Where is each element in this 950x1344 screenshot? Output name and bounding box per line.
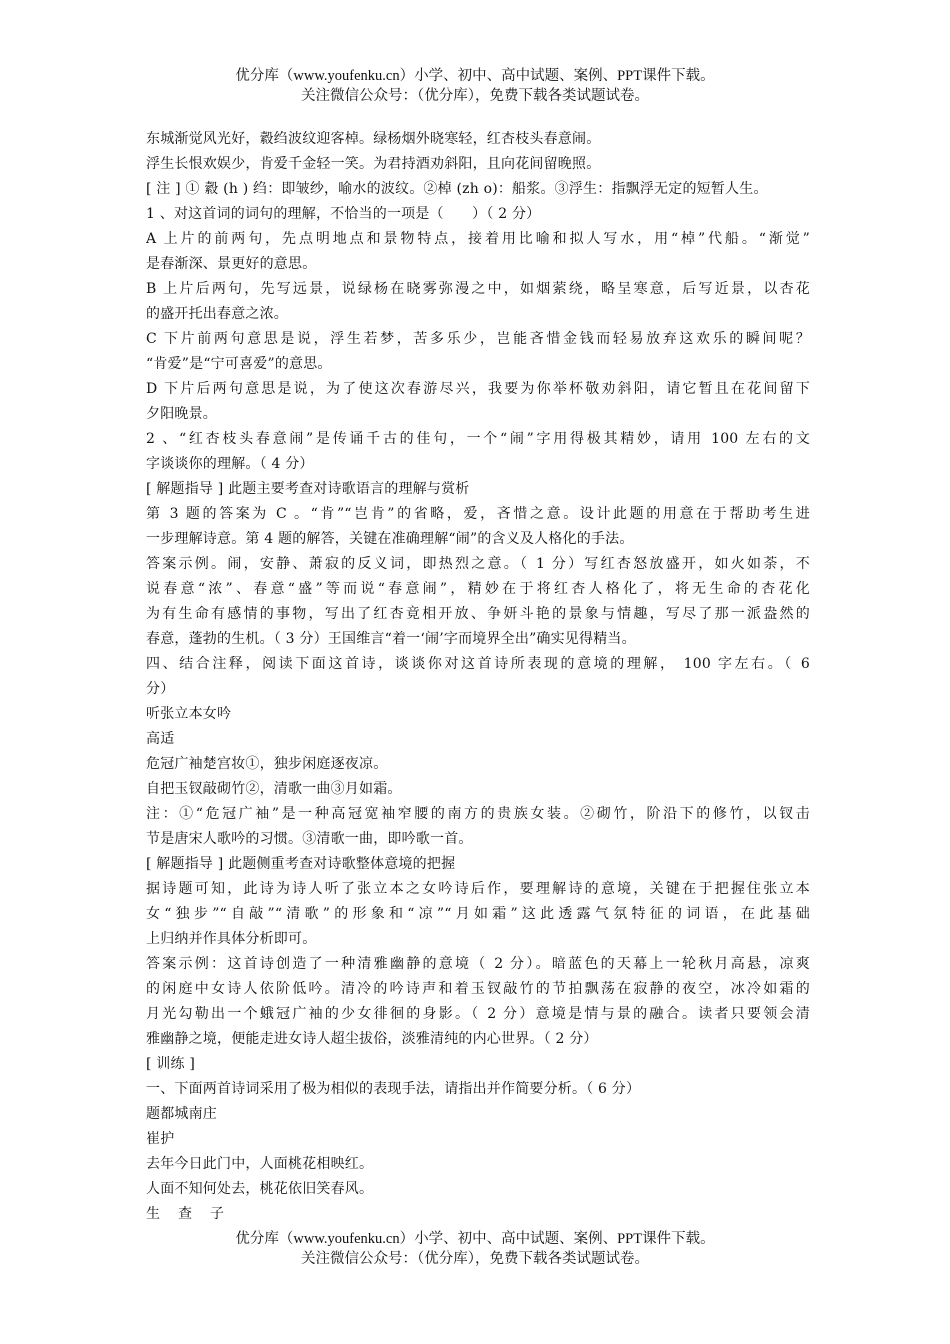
poem-line: 人面不知何处去，桃花依旧笑春风。: [146, 1181, 374, 1197]
answer-line: 答案示例。闹，安静、萧寂的反义词，即热烈之意。（ 1 分）写红杏怒放盛开，如火如荼，不: [146, 556, 810, 572]
poem-author: 高适: [146, 731, 175, 747]
question-line: 2 、“红杏枝头春意闹”是传诵千古的佳句，一个“闹”字用得极其精妙，请用 100 左右的文: [146, 431, 810, 447]
poem-title: 生查子: [146, 1206, 242, 1222]
option-b-line: B 上片后两句，先写远景，说绿杨在晓雾弥漫之中，如烟萦绕，略呈寒意，后写近景，以杏花: [146, 281, 810, 297]
page-header: [0, 66, 950, 106]
answer-line: 为有生命有感情的事物，写出了红杏竟相开放、争妍斗艳的景象与情趣，写尽了那一派盎然的: [146, 606, 810, 622]
answer-line: 上归纳并作具体分析即可。: [146, 931, 317, 947]
question-line: 四、结合注释，阅读下面这首诗，谈谈你对这首诗所表现的意境的理解， 100 字左右。（ 6: [146, 656, 810, 672]
answer-line: 一步理解诗意。第 4 题的解答，关键在准确理解“闹”的含义及人格化的手法。: [146, 531, 634, 547]
answer-line: 春意，蓬勃的生机。（ 3 分）王国维言“着一‘闹’字而境界全出”确实见得精当。: [146, 631, 636, 647]
poem-title: 题都城南庄: [146, 1106, 217, 1122]
answer-line: 的闲庭中女诗人依阶低吟。清冷的吟诗声和着玉钗敲竹的节拍飘荡在寂静的夜空，冰冷如霜的: [146, 981, 810, 997]
option-c-line: “肯爱”是“宁可喜爱”的意思。: [146, 356, 332, 372]
option-d-line: D 下片后两句意思是说，为了使这次春游尽兴，我要为你举杯敬劝斜阳，请它暂且在花间留下: [146, 381, 810, 397]
answer-line: 据诗题可知，此诗为诗人听了张立本之女吟诗后作，要理解诗的意境，关键在于把握住张立本: [146, 881, 810, 897]
poem-author: 崔护: [146, 1131, 175, 1147]
poem-line: 东城渐觉风光好，縠绉波纹迎客棹。绿杨烟外晓寒轻，红杏枝头春意闹。: [146, 131, 601, 147]
guide-line: [ 解题指导 ] 此题主要考查对诗歌语言的理解与赏析: [146, 481, 470, 497]
option-c-line: C 下片前两句意思是说，浮生若梦，苦多乐少，岂能吝惜金钱而轻易放弃这欢乐的瞬间呢？: [146, 331, 810, 347]
option-a-line: A 上片的前两句，先点明地点和景物特点，接着用比喻和拟人写水，用“棹”代船。“渐觉”: [146, 231, 810, 247]
question-line: 字谈谈你的理解。（ 4 分）: [146, 456, 314, 472]
poem-line: 危冠广袖楚宫妆①，独步闲庭逐夜凉。: [146, 756, 388, 772]
page-footer: [0, 1229, 950, 1269]
poem-line: 去年今日此门中，人面桃花相映红。: [146, 1156, 374, 1172]
answer-line: 第 3 题的答案为 C 。“肯”“岂肯”的省略，爱，吝惜之意。设计此题的用意在于帮助考生进: [146, 506, 810, 522]
header-line-1: 优分库（www.youfenku.cn）小学、初中、高中试题、案例、PPT课件下载。: [235, 68, 715, 84]
option-d-line: 夕阳晚景。: [146, 406, 217, 422]
question-line: 一、下面两首诗词采用了极为相似的表现手法，请指出并作简要分析。（ 6 分）: [146, 1081, 641, 1097]
question-line: 分）: [146, 681, 175, 697]
answer-line: 答案示例：这首诗创造了一种清雅幽静的意境（ 2 分）。暗蓝色的天幕上一轮秋月高悬，凉爽: [146, 956, 810, 972]
answer-line: 雅幽静之境，便能走进女诗人超尘拔俗，淡雅清纯的内心世界。（ 2 分）: [146, 1031, 598, 1047]
annotation-line: [ 注 ] ① 縠 (h ) 绉：即皱纱，喻水的波纹。②棹 (zh o)：船浆。③浮生：指飘浮无定的短暂人生。: [146, 181, 768, 197]
option-b-line: 的盛开托出春意之浓。: [146, 306, 288, 322]
option-a-line: 是春渐深、景更好的意思。: [146, 256, 317, 272]
footer-line-2: 关注微信公众号：（优分库），免费下载各类试题试卷。: [301, 1251, 649, 1267]
section-heading: [ 训练 ]: [146, 1056, 196, 1072]
poem-line: 浮生长恨欢娱少，肯爱千金轻一笑。为君持酒劝斜阳，且向花间留晚照。: [146, 156, 601, 172]
guide-line: [ 解题指导 ] 此题侧重考查对诗歌整体意境的把握: [146, 856, 456, 872]
answer-line: 月光勾勒出一个蛾冠广袖的少女徘徊的身影。（ 2 分）意境是情与景的融合。读者只要领会清: [146, 1006, 810, 1022]
footer-line-1: 优分库（www.youfenku.cn）小学、初中、高中试题、案例、PPT课件下载。: [235, 1231, 715, 1247]
answer-line: 说春意“浓”、春意“盛”等而说“春意闹”，精妙在于将红杏人格化了，将无生命的杏花化: [146, 581, 810, 597]
annotation-line: 节是唐宋人歌吟的习惯。③清歌一曲，即吟歌一首。: [146, 831, 473, 847]
annotation-line: 注：①“危冠广袖”是一种高冠宽袖窄腰的南方的贵族女装。②砌竹，阶沿下的修竹，以钗击: [146, 806, 810, 822]
poem-title: 听张立本女吟: [146, 706, 232, 722]
question-line: 1 、对这首词的词句的理解，不恰当的一项是（ ）（ 2 分）: [146, 206, 541, 222]
document-body: [146, 127, 810, 1227]
answer-line: 女“独步”“自敲”“清歌”的形象和“凉”“月如霜”这此透露气氛特征的词语，在此基础: [146, 906, 810, 922]
poem-line: 自把玉钗敲砌竹②，清歌一曲③月如霜。: [146, 781, 402, 797]
header-line-2: 关注微信公众号：（优分库），免费下载各类试题试卷。: [301, 88, 649, 104]
